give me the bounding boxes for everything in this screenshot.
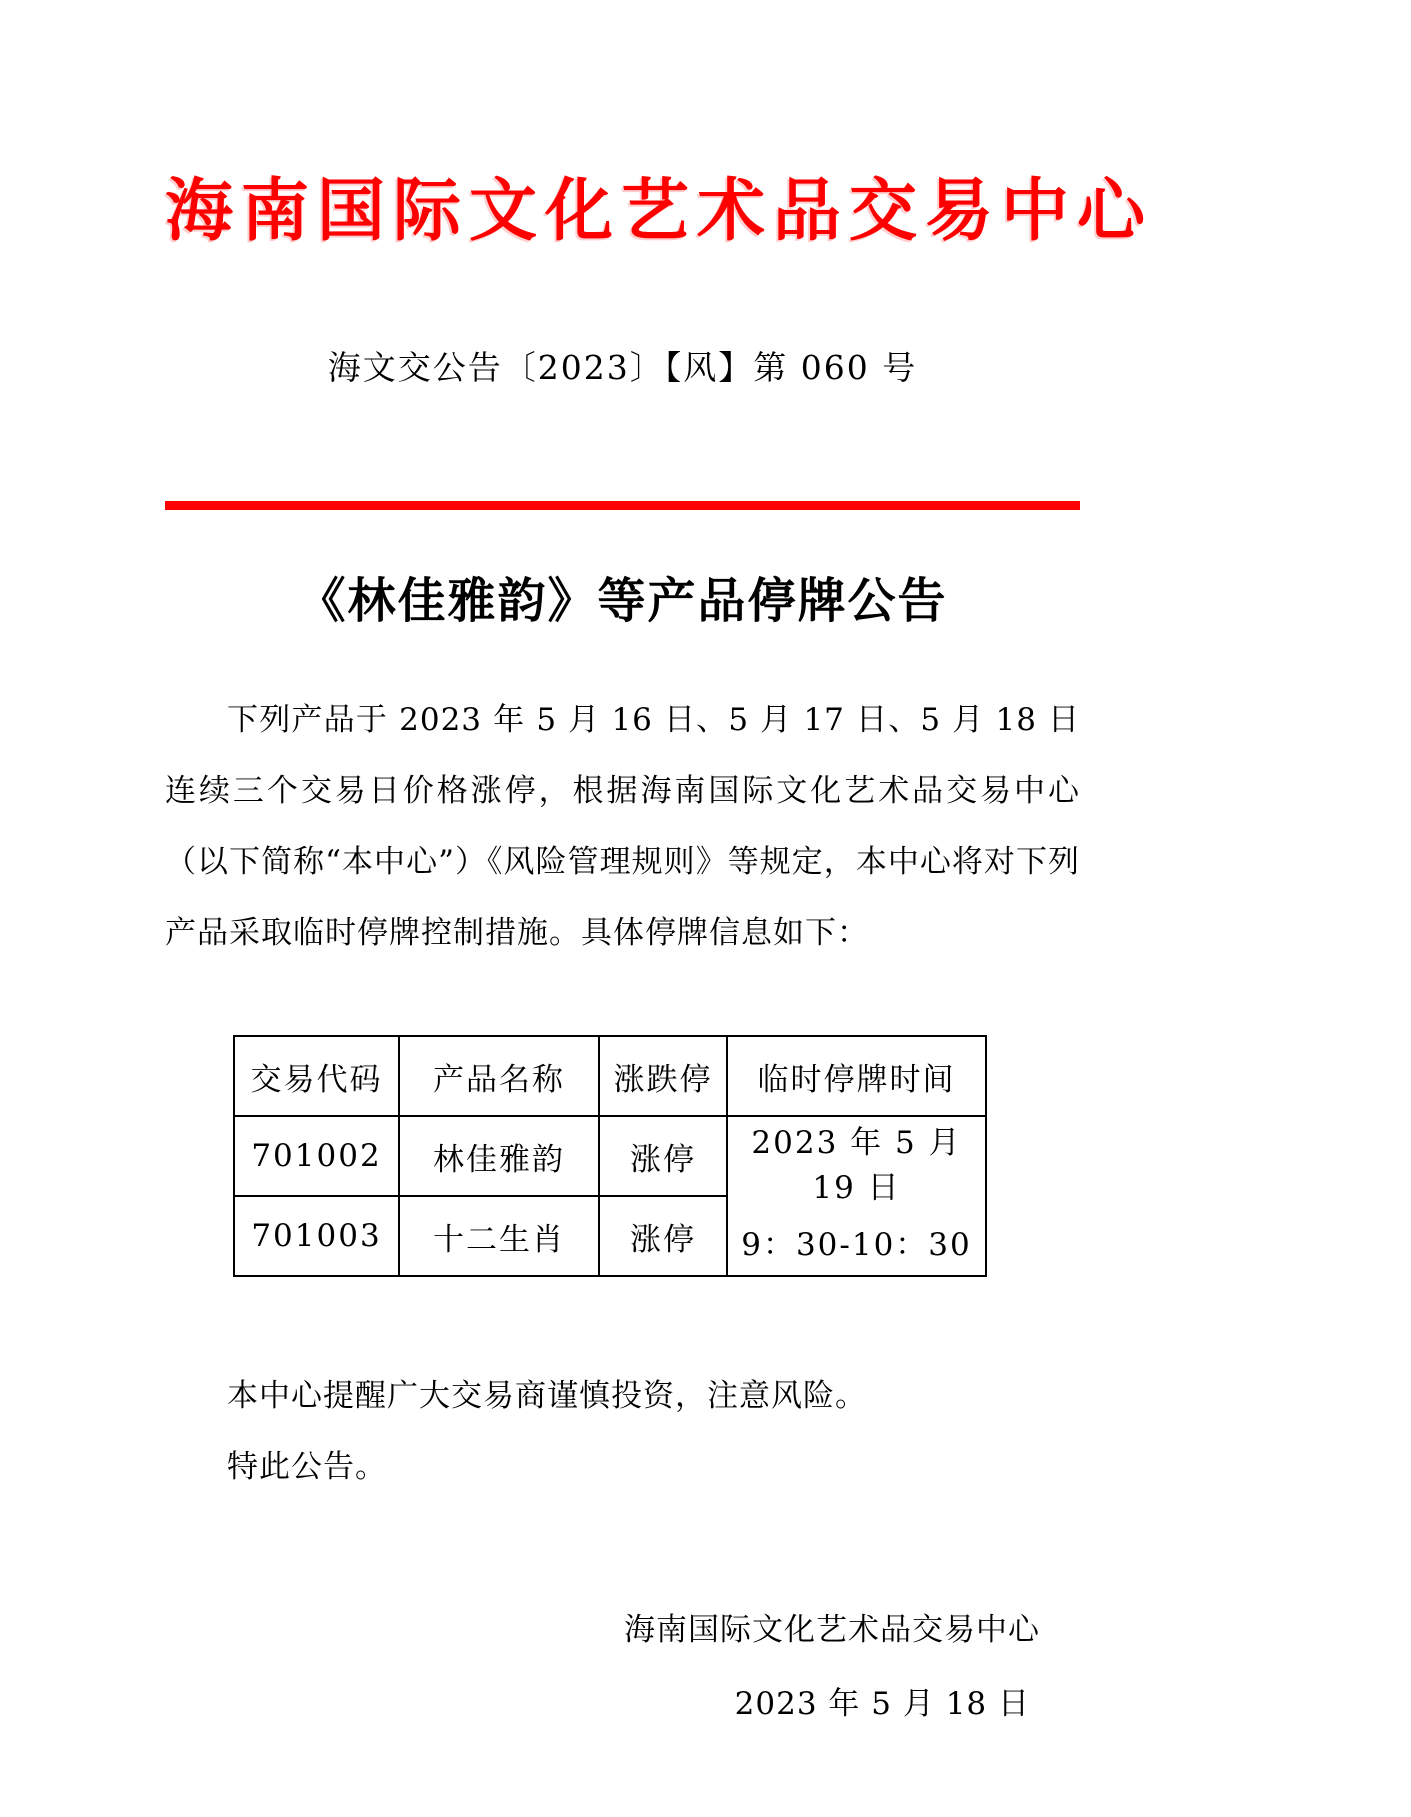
suspension-table — [233, 1035, 987, 1277]
announcement-title: 《林佳雅韵》等产品停牌公告 — [297, 573, 948, 630]
announcement-page — [165, 0, 1154, 1727]
cell-suspension-time — [727, 1116, 986, 1276]
risk-reminder-line: 本中心提醒广大交易商谨慎投资，注意风险。 — [227, 1378, 867, 1415]
header-trade-code: 交易代码 — [234, 1036, 399, 1116]
suspension-date: 2023 年 5 月 19 日 — [751, 1125, 962, 1207]
hereby-announce-line: 特此公告。 — [227, 1449, 387, 1486]
table-header-row — [234, 1036, 986, 1116]
cell-trade-code: 701002 — [234, 1116, 399, 1196]
header-product-name: 产品名称 — [399, 1036, 599, 1116]
body-paragraph: 下列产品于 2023 年 5 月 16 日、5 月 17 日、5 月 18 日连续三个交易日价格涨停，根据海南国际文化艺术品交易中心（以下简称“本中心”）《风险管理规则》等规定，本中心将对下列产品采取临时停牌控制措施。具体停牌信息如下： — [165, 702, 1080, 952]
cell-product-name: 林佳雅韵 — [399, 1116, 599, 1196]
header-suspension-time: 临时停牌时间 — [727, 1036, 986, 1116]
table-row — [234, 1116, 986, 1196]
organization-title: 海南国际文化艺术品交易中心 — [165, 171, 1154, 251]
signature-date: 2023 年 5 月 18 日 — [734, 1686, 1030, 1723]
cell-product-name: 十二生肖 — [399, 1196, 599, 1276]
suspension-hours: 9：30-10：30 — [741, 1226, 972, 1263]
cell-trade-code: 701003 — [234, 1196, 399, 1276]
document-number: 海文交公告〔2023〕【风】第 060 号 — [327, 348, 918, 388]
cell-limit-status: 涨停 — [599, 1116, 727, 1196]
signature-organization: 海南国际文化艺术品交易中心 — [624, 1612, 1040, 1649]
red-divider-rule — [165, 501, 1080, 510]
header-limit-status: 涨跌停 — [599, 1036, 727, 1116]
cell-limit-status: 涨停 — [599, 1196, 727, 1276]
